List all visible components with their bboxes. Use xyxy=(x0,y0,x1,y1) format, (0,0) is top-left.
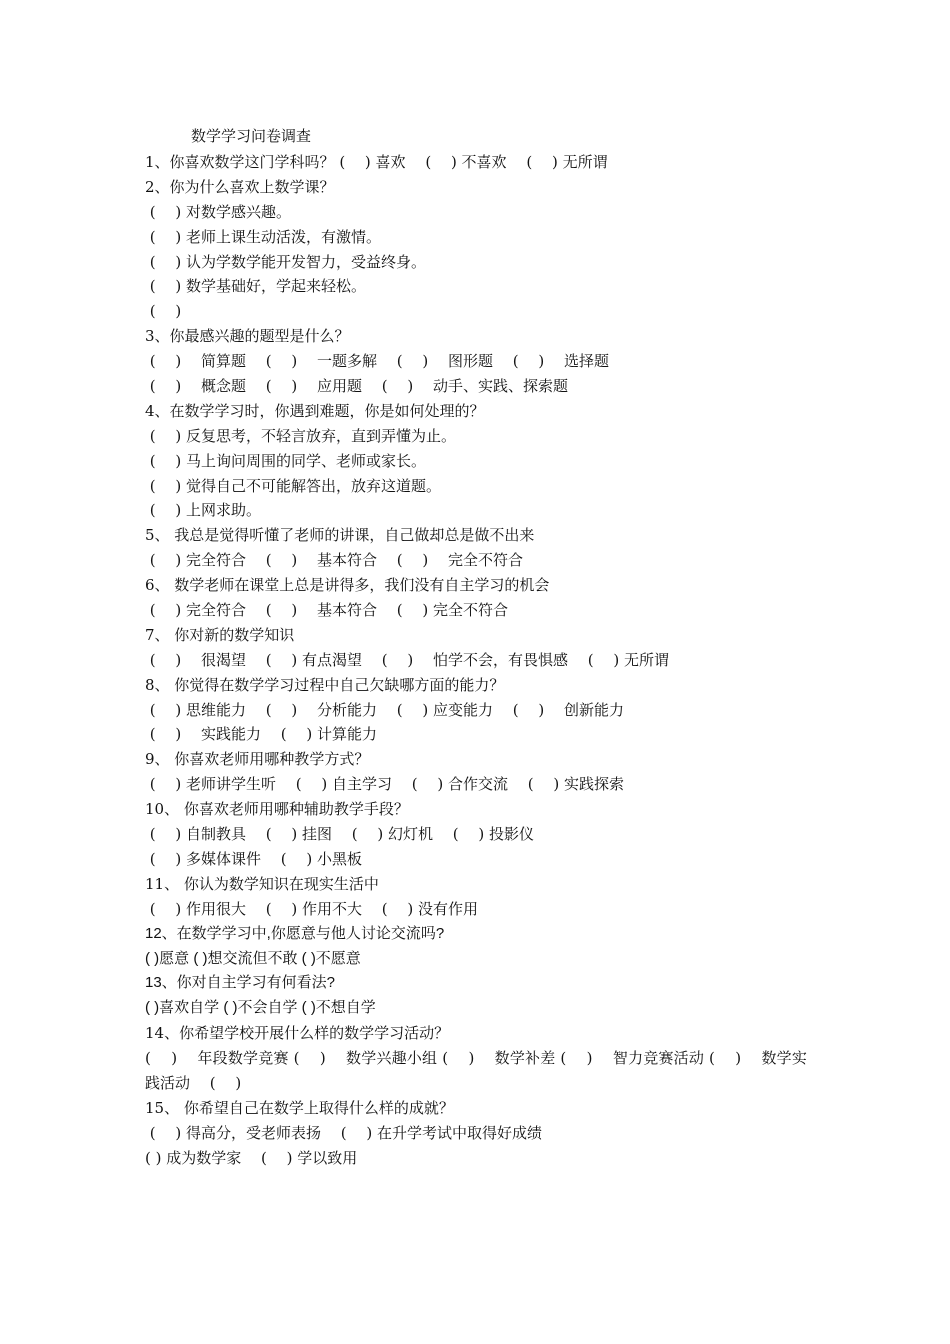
question-6: 6、 数学老师在课堂上总是讲得多，我们没有自主学习的机会 xyxy=(145,576,550,595)
question-9: 9、 你喜欢老师用哪种教学方式？ xyxy=(145,750,370,769)
option-line: ( ) 很渴望 ( ) 有点渴望 ( ) 怕学不会，有畏惧感 ( ) 无所谓 xyxy=(145,650,670,669)
option-line: ( ) 多媒体课件 ( ) 小黑板 xyxy=(145,849,363,868)
option-line: ( ) 概念题 ( ) 应用题 ( ) 动手、实践、探索题 xyxy=(145,377,569,396)
document-title: 数学学习问卷调查 xyxy=(191,127,312,145)
option-line: ( )愿意 ( )想交流但不敢 ( )不愿意 xyxy=(145,949,361,967)
option-line-continued: 践活动 ( ) xyxy=(145,1073,242,1092)
option-line: ( ) 对数学感兴趣。 xyxy=(145,202,292,221)
question-3: 3、你最感兴趣的题型是什么？ xyxy=(145,327,350,346)
option-line: ( ) 思维能力 ( ) 分析能力 ( ) 应变能力 ( ) 创新能力 xyxy=(145,700,625,719)
question-4: 4、在数学学习时，你遇到难题，你是如何处理的？ xyxy=(145,401,485,420)
questionnaire-body xyxy=(145,150,815,1171)
question-2: 2、你为什么喜欢上数学课？ xyxy=(145,177,335,196)
question-8: 8、 你觉得在数学学习过程中自己欠缺哪方面的能力？ xyxy=(145,675,505,694)
question-7: 7、 你对新的数学知识 xyxy=(145,625,295,644)
question-12: 12、在数学学习中,你愿意与他人讨论交流吗? xyxy=(145,924,445,942)
question-13: 13、你对自主学习有何看法? xyxy=(145,974,336,992)
option-line: ( ) 得高分，受老师表扬 ( ) 在升学考试中取得好成绩 xyxy=(145,1123,543,1142)
option-line: ( )喜欢自学 ( )不会自学 ( )不想自学 xyxy=(145,999,376,1017)
option-line: ( ) 自制教具 ( ) 挂图 ( ) 幻灯机 ( ) 投影仪 xyxy=(145,825,535,844)
option-line: ( ) 完全符合 ( ) 基本符合 ( ) 完全不符合 xyxy=(145,551,524,570)
option-line: ( ) 反复思考，不轻言放弃，直到弄懂为止。 xyxy=(145,426,457,445)
option-line: ( ) 作用很大 ( ) 作用不大 ( ) 没有作用 xyxy=(145,899,479,918)
question-14: 14、你希望学校开展什么样的数学学习活动？ xyxy=(145,1024,450,1043)
option-line: ( ) 上网求助。 xyxy=(145,501,262,520)
option-line: ( ) 马上询问周围的同学、老师或家长。 xyxy=(145,451,427,470)
option-line: ( ) 成为数学家 ( ) 学以致用 xyxy=(145,1148,358,1167)
option-line: ( ) 老师上课生动活泼，有激情。 xyxy=(145,227,382,246)
option-line: ( ) 实践能力 ( ) 计算能力 xyxy=(145,725,378,744)
option-line: ( ) 觉得自己不可能解答出，放弃这道题。 xyxy=(145,476,442,495)
option-line: ( ) 完全符合 ( ) 基本符合 ( ) 完全不符合 xyxy=(145,601,509,620)
option-line: ( ) 年段数学竞赛 ( ) 数学兴趣小组 ( ) 数学补差 ( ) 智力竞赛活动 ( ) 数学实 xyxy=(145,1049,808,1068)
question-10: 10、 你喜欢老师用哪种辅助教学手段？ xyxy=(145,800,409,819)
question-11: 11、 你认为数学知识在现实生活中 xyxy=(145,874,379,893)
option-line: ( ) 老师讲学生听 ( ) 自主学习 ( ) 合作交流 ( ) 实践探索 xyxy=(145,775,625,794)
question-5: 5、 我总是觉得听懂了老师的讲课，自己做却总是做不出来 xyxy=(145,526,535,545)
question-1: 1、你喜欢数学这门学科吗？ ( ) 喜欢 ( ) 不喜欢 ( ) 无所谓 xyxy=(145,153,608,171)
option-line: ( ) 数学基础好，学起来轻松。 xyxy=(145,277,367,296)
option-line: ( ) 认为学数学能开发智力，受益终身。 xyxy=(145,252,427,271)
option-line: ( ) 简算题 ( ) 一题多解 ( ) 图形题 ( ) 选择题 xyxy=(145,352,610,371)
question-15: 15、 你希望自己在数学上取得什么样的成就？ xyxy=(145,1098,454,1117)
option-line: ( ) xyxy=(145,302,182,321)
